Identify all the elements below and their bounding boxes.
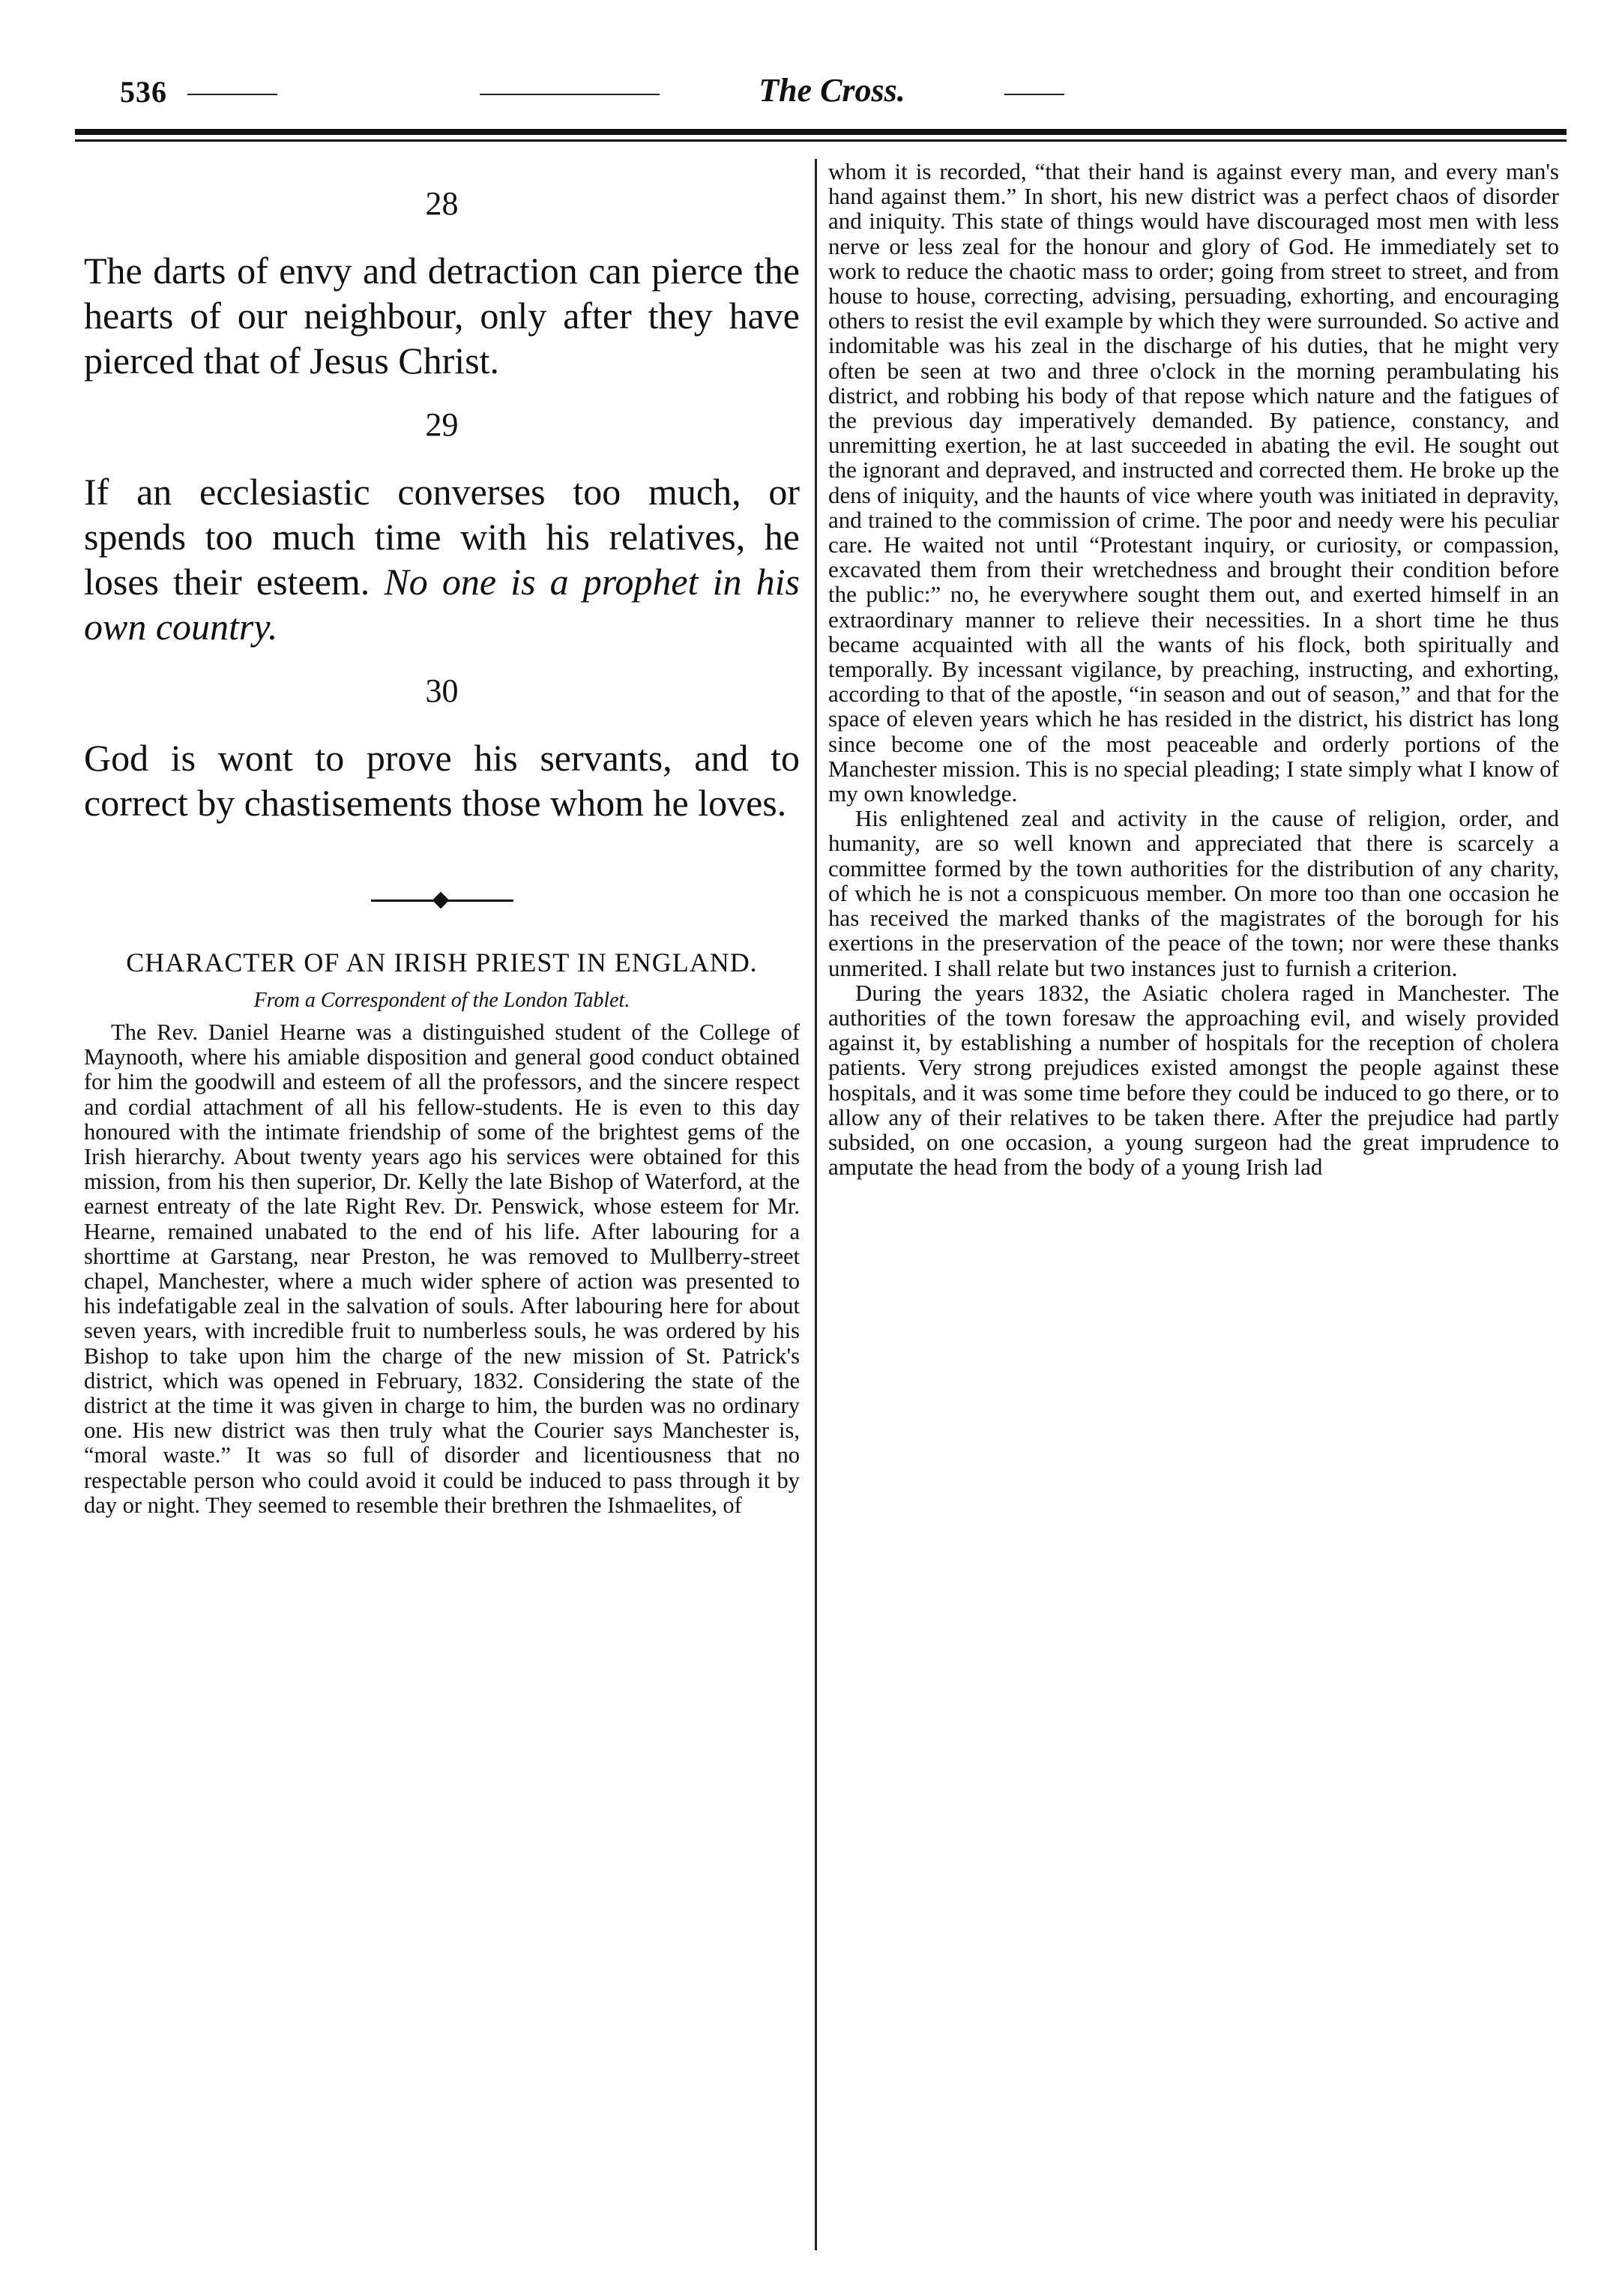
section-divider: [371, 893, 513, 908]
maxim-number: 28: [425, 185, 459, 222]
header-rule-thick: [75, 129, 1567, 135]
maxim-text-italic: No one is a prophet in his own country.: [84, 561, 800, 648]
page-header: [75, 71, 1567, 116]
maxim-text: The darts of envy and detraction can pierce the hearts of our neighbour, only after they have pierced that of Jesus Christ.: [84, 250, 800, 382]
maxim-number: 29: [425, 406, 459, 443]
maxim-text: God is wont to prove his servants, and to correct by chastisements those whom he loves.: [84, 737, 800, 824]
article-paragraph: whom it is recorded, “that their hand is against every man, and every man's hand against them.” In short, his new district was a perfect chaos of disorder and iniquity. This state of things would have discouraged most men with less nerve or less zeal for the honour and glory of God. He immediately set to work to reduce the chaotic mass to order; going from street to street, and from house to house, correcting, advising, persuading, exhorting, and encouraging others to resist the evil example by which they were surrounded. So active and indomitable was his zeal in the discharge of his duties, that he might very often be seen at two and three o'clock in the morning perambulating his district, and robbing his body of that repose which nature and the fatigues of the previous day imperatively demanded. By patience, constancy, and unremitting exertion, he at last succeeded in abating the evil. He sought out the ignorant and depraved, and instructed and corrected them. He broke up the dens of iniquity, and the haunts of vice where youth was initiated in depravity, and trained to the commission of crime. The poor and needy were his peculiar care. He waited not until “Protestant inquiry, or curiosity, or compassion, excavated them from their wretchedness and brought their condition before the public:” no, he everywhere sought them out, and exerted himself in an extraordinary manner to relieve their necessities. In a short time he thus became acquainted with all the wants of his flock, both spiritually and temporally. By incessant vigilance, by preaching, instructing, and exhorting, according to that of the apostle, “in season and out of season,” and that for the space of eleven years which he has resided in the district, his district has long since become one of the most peaceable and orderly portions of the Manchester mission. This is no special pleading; I state simply what I know of my own knowledge.: [828, 159, 1559, 807]
left-column: [84, 157, 800, 2256]
article-paragraph: The Rev. Daniel Hearne was a distinguished student of the College of Maynooth, where his amiable disposition and general good conduct obtained for him the goodwill and esteem of all the professors, and the sincere respect and cordial attachment of all his fellow-students. He is even to this day honoured with the intimate friendship of some of the brightest gems of the Irish hierarchy. About twenty years ago his services were obtained for this mission, from his then superior, Dr. Kelly the late Bishop of Waterford, at the earnest entreaty of the late Right Rev. Dr. Penswick, whose esteem for Mr. Hearne, remained unabated to the end of his life. After labouring for a shorttime at Garstang, near Preston, he was removed to Mullberry-street chapel, Manchester, where a much wider sphere of action was presented to his indefatigable zeal in the salvation of souls. After labouring here for about seven years, with incredible fruit to numberless souls, he was ordered by his Bishop to take upon him the charge of the new mission of St. Patrick's district, which was opened in February, 1832. Considering the state of the district at the time it was given in charge to him, the burden was no ordinary one. His new district was then truly what the Courier says Manchester is, “moral waste.” It was so full of disorder and licentiousness that no respectable person who could avoid it could be induced to pass through it by day or night. They seemed to resemble their brethren the Ishmaelites, of: [84, 1019, 800, 1518]
maxim-number: 30: [425, 672, 459, 709]
article-subheading: From a Correspondent of the London Tablet.: [253, 989, 630, 1012]
article-paragraph: During the years 1832, the Asiatic cholera raged in Manchester. The authorities of the town foresaw the approaching evil, and wisely provided against it, by establishing a number of hospitals for the reception of cholera patients. Very strong prejudices existed amongst the people against these hospitals, and it was some time before they could be induced to go there, or to allow any of their relatives to be taken there. After the prejudice had partly subsided, on one occasion, a young surgeon had the great imprudence to amputate the head from the body of a young Irish lad: [828, 979, 1559, 1181]
header-rule-thin: [75, 139, 1567, 142]
right-column: [828, 159, 1559, 2258]
header-dash-left: [187, 94, 277, 95]
maxim-text-plain: If an ecclesiastic converses too much, or spends too much time with his relatives, he loses their esteem.: [84, 471, 800, 603]
page-number: 536: [120, 75, 167, 109]
column-rule: [815, 159, 817, 2250]
header-dash-right: [1004, 94, 1064, 95]
running-title: The Cross.: [759, 72, 905, 109]
header-dash-mid: [480, 94, 660, 95]
article-heading: CHARACTER OF AN IRISH PRIEST IN ENGLAND.: [126, 947, 758, 977]
maxim-text: [84, 469, 800, 649]
article-paragraph: His enlightened zeal and activity in the cause of religion, order, and humanity, are so well known and appreciated that there is scarcely a committee formed by the town authorities for the distribution of any charity, of which he is not a conspicuous member. On more too than one occasion he has received the marked thanks of the magistrates of the borough for his exertions in the preservation of the peace of the town; nor were these thanks unmerited. I shall relate but two instances just to furnish a criterion.: [828, 805, 1559, 981]
